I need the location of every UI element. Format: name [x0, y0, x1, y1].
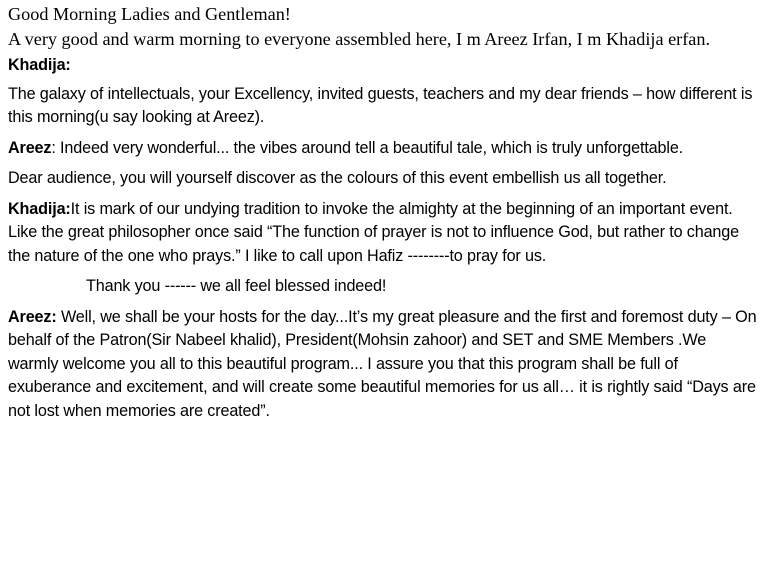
speaker-name: Areez: [8, 138, 52, 157]
hosts-paragraph: [8, 306, 760, 424]
speaker-name: Khadija:: [8, 199, 71, 218]
document-body: [8, 4, 760, 423]
speaker-name: Khadija:: [8, 56, 71, 74]
intro-paragraph: A very good and warm morning to everyone assembled here, I m Areez Irfan, I m Khadija erfan.: [8, 29, 710, 49]
welcome-paragraph: The galaxy of intellectuals, your Excellency, invited guests, teachers and my dear friends – how different is this morning(u say looking at Areez).: [8, 84, 753, 126]
paragraph-text: : Indeed very wonderful... the vibes around tell a beautiful tale, which is truly unforgettable.: [51, 138, 684, 157]
prayer-paragraph: [8, 198, 760, 269]
paragraph-text: It is mark of our undying tradition to invoke the almighty at the beginning of an important event. Like the great philosopher once said “The function of prayer is not to influence God, but rather to change the nature of the one who prays.” I like to call upon Hafiz --------to pray for us.: [8, 199, 739, 265]
areez-reply-paragraph: [8, 137, 760, 161]
paragraph-text: Well, we shall be your hosts for the day...It’s my great pleasure and the first and foremost duty – On behalf of the Patron(Sir Nabeel khalid), President(Mohsin zahoor) and SET and SME Members .We warmly welcome you all to this beautiful program... I assure you that this program shall be full of exuberance and excitement, and will create some beautiful memories for us all… it is rightly said “Days are not lost when memories are created”.: [8, 307, 757, 420]
greeting-line: Good Morning Ladies and Gentleman!: [8, 4, 291, 24]
thank-you-line: Thank you ------ we all feel blessed indeed!: [86, 277, 387, 295]
audience-paragraph: Dear audience, you will yourself discover as the colours of this event embellish us all together.: [8, 169, 667, 187]
speaker-name: Areez:: [8, 307, 57, 326]
speaker-label-khadija: [8, 54, 760, 78]
